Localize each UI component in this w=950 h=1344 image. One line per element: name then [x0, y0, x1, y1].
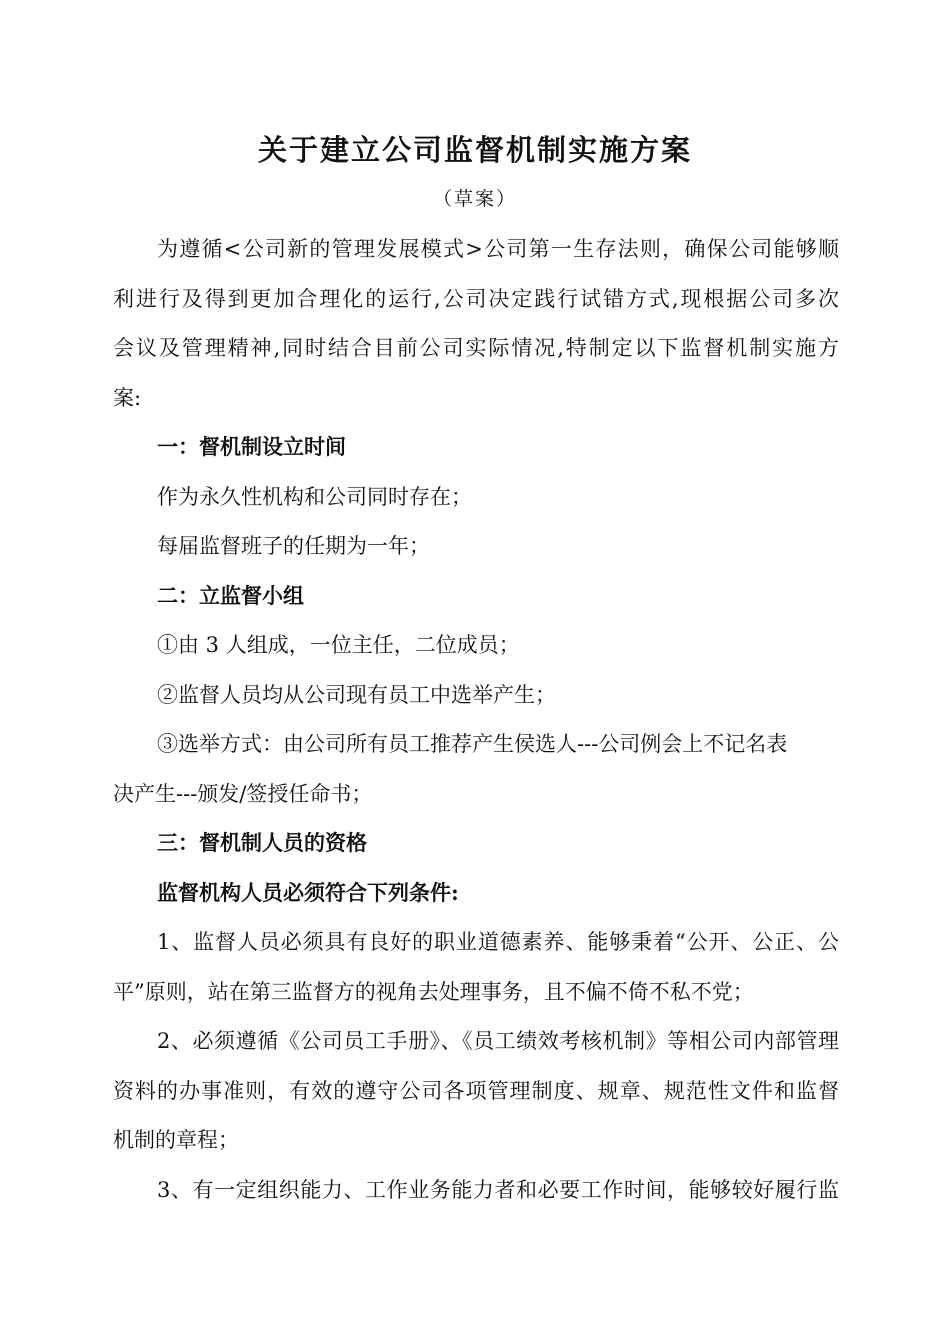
paragraph-line: 作为永久性机构和公司同时存在； [157, 484, 472, 509]
paragraph-line: 机制的章程； [113, 1128, 239, 1152]
paragraph-line: 案: [113, 385, 142, 410]
section-heading: 一：督机制设立时间 [157, 434, 346, 459]
paragraph-line: 为遵循<公司新的管理发展模式>公司第一生存法则，确保公司能够顺 [157, 237, 839, 261]
paragraph-line: 利进行及得到更加合理化的运行,公司决定践行试错方式,现根据公司多次 [113, 286, 839, 311]
paragraph-line: 每届监督班子的任期为一年； [157, 534, 430, 558]
paragraph-line: 决产生---颁发/签授任命书； [113, 781, 373, 806]
document-title: 关于建立公司监督机制实施方案 [257, 133, 692, 167]
paragraph-line: 平”原则，站在第三监督方的视角去处理事务，且不偏不倚不私不党； [113, 979, 754, 1004]
paragraph-line: ③选举方式：由公司所有员工推荐产生侯选人---公司例会上不记名表 [157, 732, 788, 756]
paragraph-line: 1、监督人员必须具有良好的职业道德素养、能够秉着“公开、公正、公 [157, 930, 839, 954]
section-heading: 监督机构人员必须符合下列条件: [157, 879, 459, 905]
section-heading: 三：督机制人员的资格 [157, 830, 367, 855]
document-subtitle: （草案） [432, 188, 517, 210]
paragraph-line: 资料的办事准则，有效的遵守公司各项管理制度、规章、规范性文件和监督 [113, 1078, 839, 1103]
paragraph-line: ①由 3 人组成，一位主任，二位成员； [157, 633, 520, 657]
paragraph-line: 3、有一定组织能力、工作业务能力者和必要工作时间，能够较好履行监 [157, 1177, 839, 1202]
section-heading: 二：立监督小组 [157, 582, 304, 608]
paragraph-line: 会议及管理精神,同时结合目前公司实际情况,特制定以下监督机制实施方 [113, 336, 839, 360]
paragraph-line: 2、必须遵循《公司员工手册》、《员工绩效考核机制》等相公司内部管理 [157, 1029, 839, 1053]
document-body [113, 230, 839, 1220]
paragraph-line: ②监督人员均从公司现有员工中选举产生； [157, 682, 556, 707]
